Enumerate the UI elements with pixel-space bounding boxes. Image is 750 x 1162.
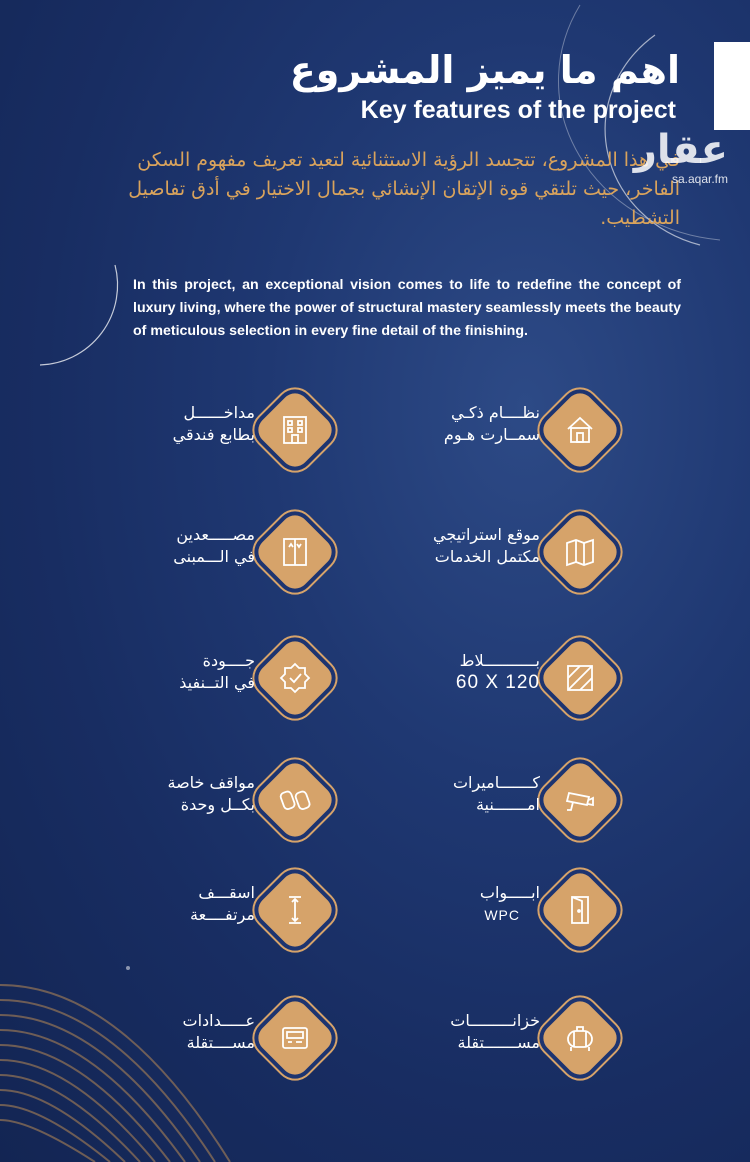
- feature-label: موقع استراتيجي: [433, 525, 540, 544]
- feature-tanks: [390, 1008, 710, 1078]
- security-camera-icon: [550, 770, 610, 830]
- feature-parking: [105, 770, 425, 840]
- watermark: [634, 128, 728, 186]
- water-tank-icon: [550, 1008, 610, 1068]
- feature-label: 60 X 120: [455, 672, 540, 693]
- feature-label: امـــــــنية: [475, 795, 540, 814]
- feature-label: كـــــــاميرات: [452, 773, 540, 792]
- feature-label: اسقـــف: [198, 883, 255, 902]
- car-parking-icon: [265, 770, 325, 830]
- feature-quality: [105, 648, 425, 718]
- feature-label: نظــــام ذكـي: [451, 403, 540, 422]
- meter-icon: [265, 1008, 325, 1068]
- feature-label: WPC: [484, 907, 520, 923]
- feature-label: مســـــــتقلة: [457, 1033, 540, 1052]
- ceiling-height-icon: [265, 880, 325, 940]
- feature-label: ابـــــواب: [479, 883, 540, 902]
- feature-label: مرتفــــعة: [190, 905, 255, 924]
- elevator-icon: [265, 522, 325, 582]
- watermark-logo: عقار: [633, 127, 728, 173]
- feature-label: بطابع فندقي: [172, 425, 255, 444]
- feature-label: جــــودة: [202, 651, 255, 670]
- feature-location: [390, 522, 710, 592]
- feature-label: مكتمل الخدمات: [434, 547, 540, 566]
- feature-label: عـــــدادات: [182, 1011, 255, 1030]
- watermark-url: sa.aqar.fm: [671, 172, 728, 186]
- page-title-arabic: اهم ما يميز المشروع: [289, 48, 680, 92]
- smart-home-icon: [550, 400, 610, 460]
- feature-smart-home: [390, 400, 710, 470]
- feature-cameras: [390, 770, 710, 840]
- feature-label: بكــل وحدة: [180, 795, 255, 814]
- feature-label: سمــارت هـوم: [443, 425, 540, 444]
- feature-label: مواقف خاصة: [167, 773, 255, 792]
- quality-badge-icon: [265, 648, 325, 708]
- door-icon: [550, 880, 610, 940]
- feature-label: بـــــــــــلاط: [459, 651, 540, 670]
- intro-arabic: في هذا المشروع، تتجسد الرؤية الاستثنائية لتعيد تعريف مفهوم السكن الفاخر، حيث تلتقي قوة الإتقان الإنشائي بجمال الاختيار في أدق تفاصيل التشطيب.: [128, 149, 680, 229]
- page-title-english: Key features of the project: [360, 96, 676, 124]
- feature-label: مســــتقلة: [186, 1033, 255, 1052]
- tiles-icon: [550, 648, 610, 708]
- feature-label: خزانـــــــــات: [450, 1011, 540, 1030]
- feature-hotel-entrances: [105, 400, 425, 470]
- feature-tiles: [390, 648, 710, 718]
- feature-elevators: [105, 522, 425, 592]
- intro-english: In this project, an exceptional vision comes to life to redefine the concept of luxury living, where the power of structural mastery seamlessly meets the beauty of meticulous selection in every fine detail of the finishing.: [133, 277, 681, 339]
- feature-label: في الـــمبنى: [173, 547, 255, 566]
- feature-ceilings: [105, 880, 425, 950]
- feature-meters: [105, 1008, 425, 1078]
- page-edge-tab: [714, 42, 750, 130]
- feature-doors: [390, 880, 710, 950]
- feature-label: مداخــــــل: [183, 403, 255, 422]
- feature-label: في التــنفيذ: [179, 673, 255, 692]
- feature-label: مصـــــعدين: [176, 525, 255, 544]
- building-icon: [265, 400, 325, 460]
- map-icon: [550, 522, 610, 582]
